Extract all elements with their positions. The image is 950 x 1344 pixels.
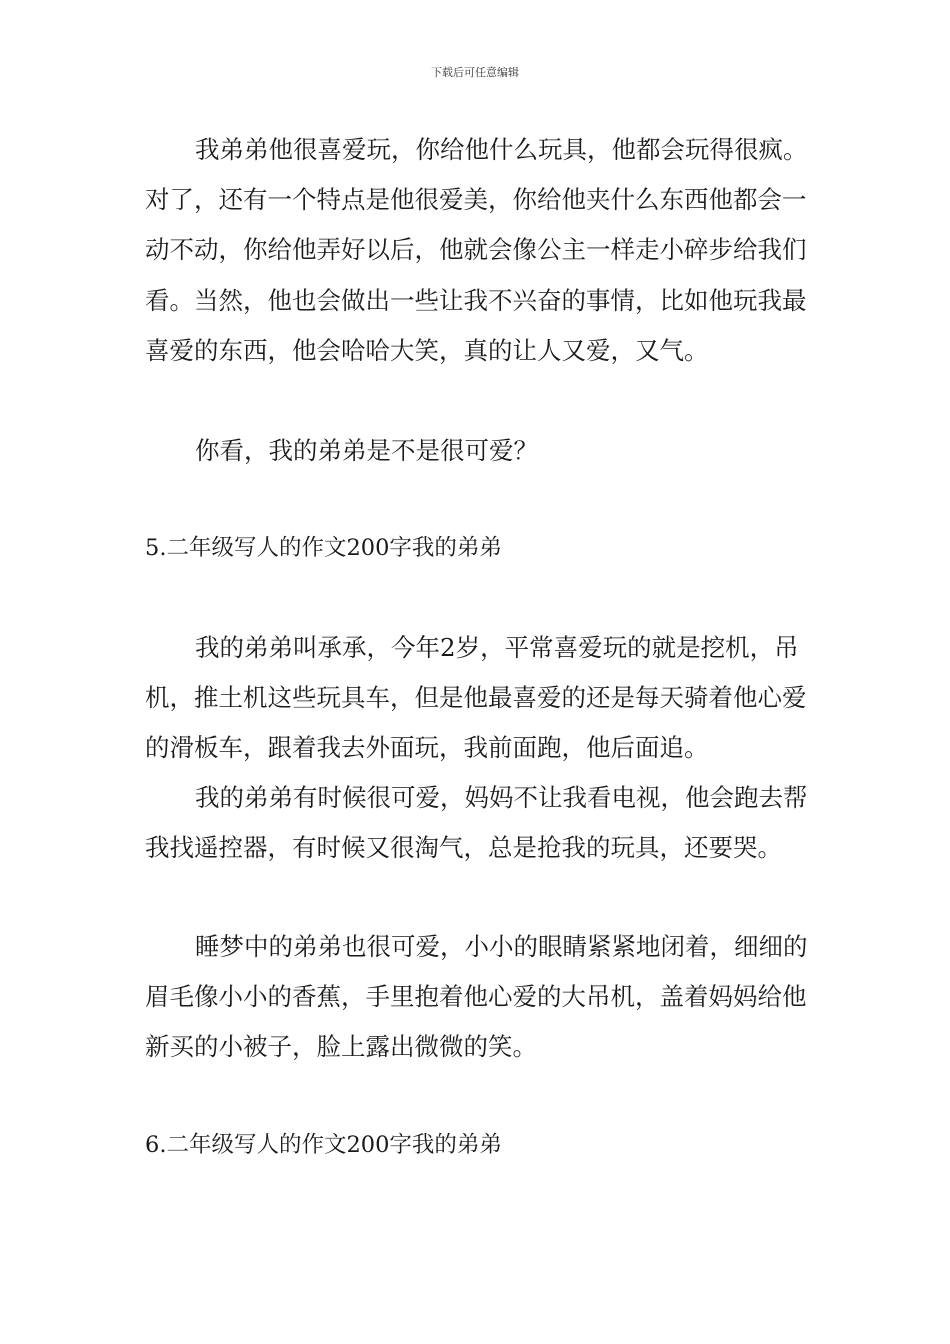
paragraph: 我的弟弟叫承承，今年2岁，平常喜爱玩的就是挖机，吊机，推土机这些玩具车，但是他最喜爱的还是每天骑着他心爱的滑板车，跟着我去外面玩，我前面跑，他后面追。 [145,633,807,763]
section-heading: 5.二年级写人的作文200字我的弟弟 [145,535,502,561]
section-heading: 6.二年级写人的作文200字我的弟弟 [145,1132,502,1158]
page-header: 下载后可任意编辑 [431,66,519,79]
paragraph: 睡梦中的弟弟也很可爱，小小的眼睛紧紧地闭着，细细的眉毛像小小的香蕉，手里抱着他心爱的大吊机，盖着妈妈给他新买的小被子，脸上露出微微的笑。 [145,932,808,1062]
paragraph: 我弟弟他很喜爱玩，你给他什么玩具，他都会玩得很疯。对了，还有一个特点是他很爱美，你给他夹什么东西他都会一动不动，你给他弄好以后，他就会像公主一样走小碎步给我们看。当然，他也会做出一些让我不兴奋的事情，比如他玩我最喜爱的东西，他会哈哈大笑，真的让人又爱，又气。 [145,135,808,365]
paragraph: 我的弟弟有时候很可爱，妈妈不让我看电视，他会跑去帮我找遥控器，有时候又很淘气，总是抢我的玩具，还要哭。 [145,783,808,863]
paragraph: 你看，我的弟弟是不是很可爱？ [195,436,538,465]
